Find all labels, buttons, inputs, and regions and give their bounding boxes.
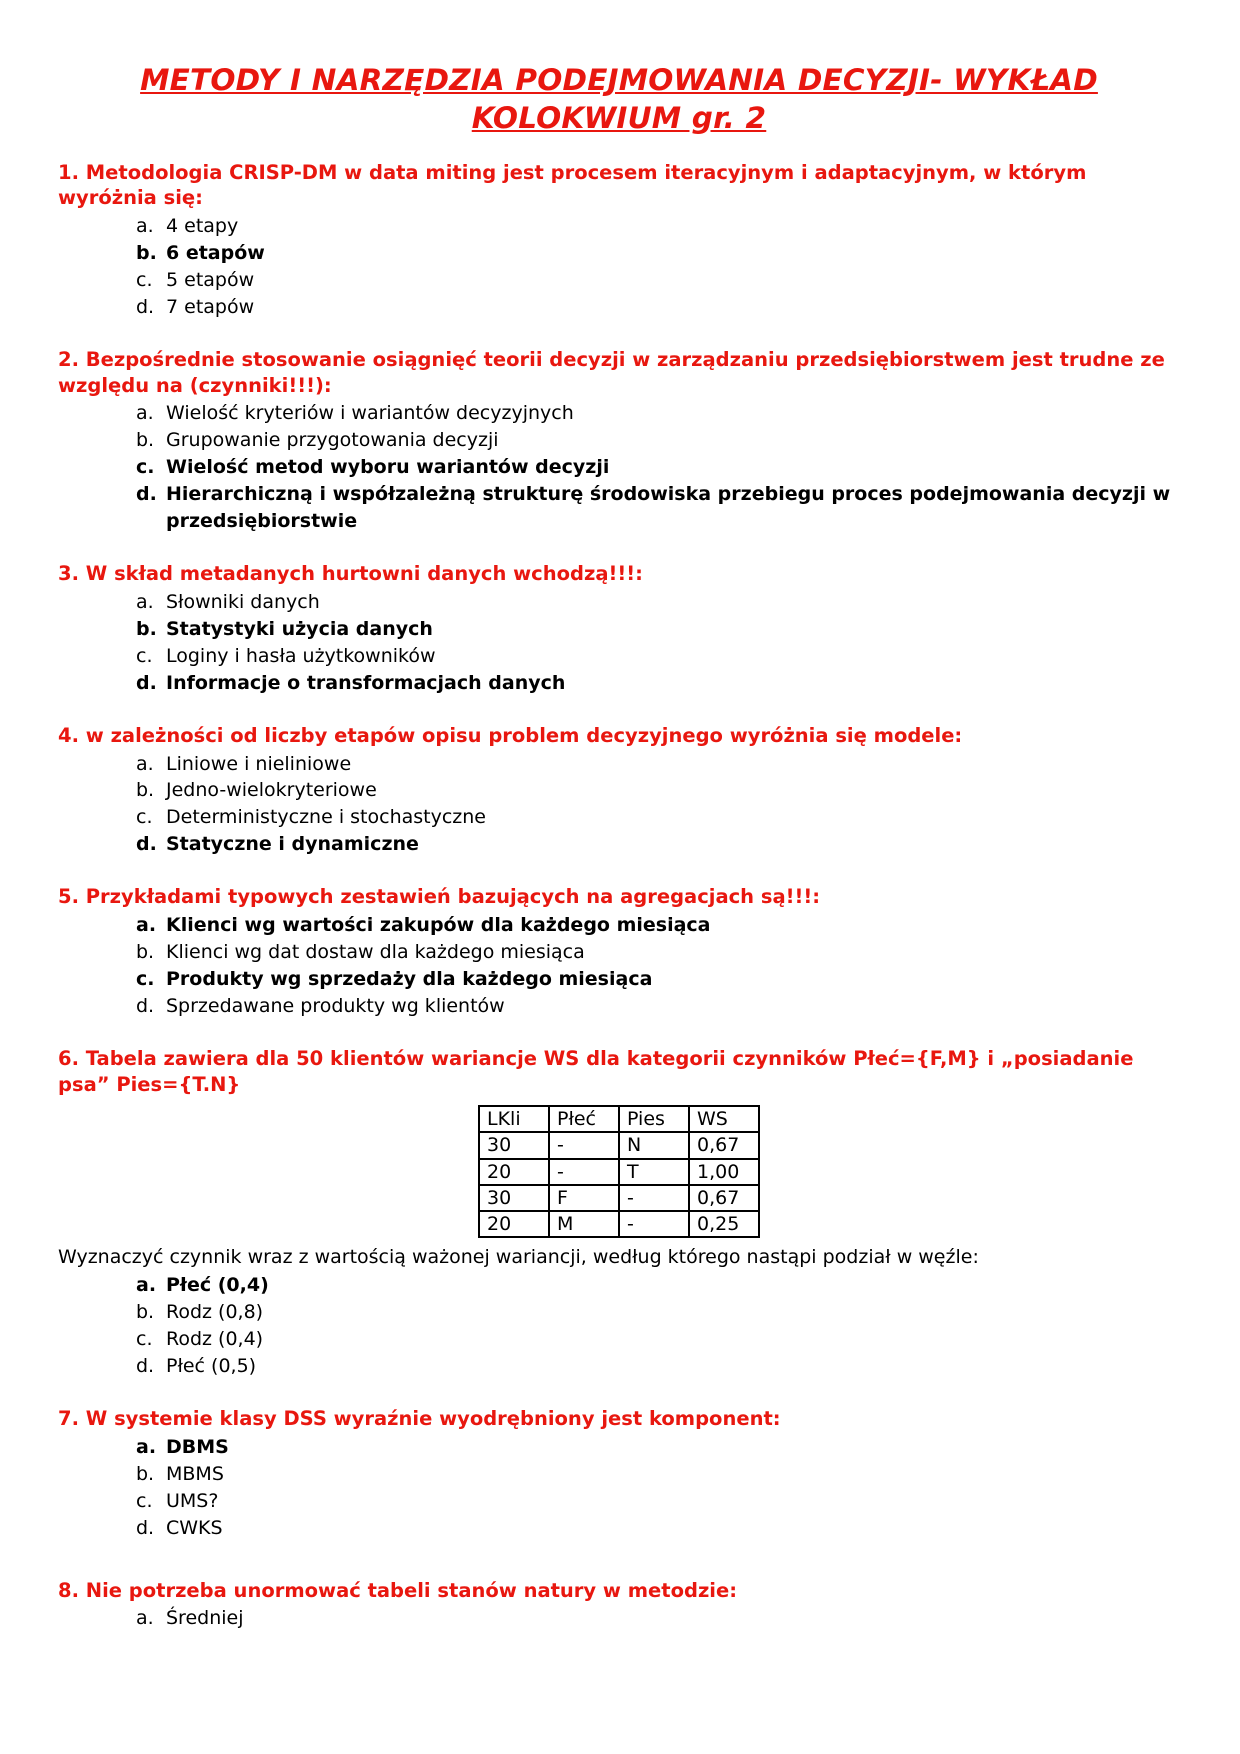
answer-marker: d. — [136, 995, 155, 1018]
table-header-cell: WS — [689, 1106, 759, 1132]
answer-text: Jedno-wielokryteriowe — [166, 779, 377, 802]
question-4-answers — [58, 751, 1180, 859]
question-5-text: 5. Przykładami typowych zestawień bazujących na agregacjach są!!!: — [58, 885, 821, 909]
table-cell: M — [549, 1211, 619, 1237]
answer-option[interactable] — [136, 267, 1180, 294]
question-5 — [58, 884, 1180, 1020]
question-1 — [58, 160, 1180, 321]
table-cell: 1,00 — [689, 1159, 759, 1185]
page-title — [58, 62, 1180, 138]
answer-text: Klienci wg wartości zakupów dla każdego miesiąca — [166, 914, 711, 937]
question-7-answers — [58, 1434, 1180, 1542]
table-row — [479, 1159, 759, 1185]
answer-text: Grupowanie przygotowania decyzji — [166, 429, 499, 452]
question-3 — [58, 561, 1180, 697]
answer-text: Statyczne i dynamiczne — [166, 833, 419, 856]
table-cell: 0,25 — [689, 1211, 759, 1237]
question-3-text: 3. W skład metadanych hurtowni danych wchodzą!!!: — [58, 562, 643, 586]
table-row — [479, 1211, 759, 1237]
answer-option[interactable] — [136, 804, 1180, 831]
answer-option[interactable] — [136, 589, 1180, 616]
table-cell: 20 — [479, 1159, 549, 1185]
answer-text: Rodz (0,4) — [166, 1328, 264, 1351]
table-row — [479, 1132, 759, 1158]
table-cell: F — [549, 1185, 619, 1211]
answer-option[interactable] — [136, 1434, 1180, 1461]
table-header-cell: LKli — [479, 1106, 549, 1132]
answer-text: 4 etapy — [166, 214, 239, 237]
answer-marker: b. — [136, 241, 157, 264]
table-header-row — [479, 1106, 759, 1132]
answer-text: 5 etapów — [166, 268, 255, 291]
question-4-text: 4. w zależności od liczby etapów opisu problem decyzyjnego wyróżnia się modele: — [58, 723, 963, 747]
answer-text: Słowniki danych — [166, 590, 320, 613]
answer-option[interactable] — [136, 831, 1180, 858]
question-8-answers — [58, 1605, 1180, 1632]
answer-marker: a. — [136, 1607, 154, 1630]
question-5-answers — [58, 912, 1180, 1020]
question-3-answers — [58, 589, 1180, 697]
table-cell: - — [619, 1211, 689, 1237]
table-cell: T — [619, 1159, 689, 1185]
answer-option[interactable] — [136, 400, 1180, 427]
answer-text: 7 etapów — [166, 295, 255, 318]
table-cell: N — [619, 1132, 689, 1158]
answer-option[interactable] — [136, 670, 1180, 697]
answer-text: Informacje o transformacjach danych — [166, 671, 566, 694]
question-2-text: 2. Bezpośrednie stosowanie osiągnięć teorii decyzji w zarządzaniu przedsiębiorstwem jest trudne ze względu na (czynniki!!!): — [58, 347, 1165, 397]
answer-marker: d. — [136, 833, 157, 856]
question-1-text: 1. Metodologia CRISP-DM w data miting jest procesem iteracyjnym i adaptacyjnym, w którym wyróżnia się: — [58, 160, 1087, 210]
answer-marker: b. — [136, 429, 155, 452]
answer-option[interactable] — [136, 1605, 1180, 1632]
answer-marker: c. — [136, 456, 155, 479]
answer-marker: a. — [136, 214, 154, 237]
answer-marker: a. — [136, 752, 154, 775]
answer-option[interactable] — [136, 966, 1180, 993]
answer-option[interactable] — [136, 993, 1180, 1020]
answer-marker: c. — [136, 1328, 153, 1351]
answer-text: Produkty wg sprzedaży dla każdego miesiąca — [166, 968, 653, 991]
table-cell: 0,67 — [689, 1132, 759, 1158]
answer-marker: a. — [136, 1435, 157, 1458]
table-header-cell: Pies — [619, 1106, 689, 1132]
answer-text: 6 etapów — [166, 241, 265, 264]
question-1-answers — [58, 213, 1180, 321]
answer-option[interactable] — [136, 1272, 1180, 1299]
answer-marker: a. — [136, 590, 154, 613]
table-cell: - — [549, 1132, 619, 1158]
answer-option[interactable] — [136, 939, 1180, 966]
answer-option[interactable] — [136, 643, 1180, 670]
question-7-text: 7. W systemie klasy DSS wyraźnie wyodrębniony jest komponent: — [58, 1407, 781, 1431]
answer-text: UMS? — [166, 1489, 219, 1512]
section-spacer — [58, 1542, 1180, 1552]
answer-option[interactable] — [136, 1299, 1180, 1326]
answer-text: Loginy i hasła użytkowników — [166, 644, 436, 667]
answer-marker: c. — [136, 968, 155, 991]
answer-marker: b. — [136, 1462, 155, 1485]
answer-text: Średniej — [166, 1607, 244, 1630]
answer-marker: d. — [136, 295, 155, 318]
table-header-cell: Płeć — [549, 1106, 619, 1132]
answer-marker: c. — [136, 1489, 153, 1512]
answer-marker: d. — [136, 1516, 155, 1539]
answer-option[interactable] — [136, 1461, 1180, 1488]
page-title-line-1: METODY I NARZĘDZIA PODEJMOWANIA DECYZJI- WYKŁAD — [140, 63, 1098, 97]
answer-marker: b. — [136, 617, 157, 640]
table-cell: 0,67 — [689, 1185, 759, 1211]
answer-marker: a. — [136, 1274, 157, 1297]
question-6-answers — [58, 1272, 1180, 1380]
answer-marker: b. — [136, 779, 155, 802]
question-6-text: 6. Tabela zawiera dla 50 klientów wariancje WS dla kategorii czynników Płeć={F,M} i „posiadanie psa” Pies={T.N} — [58, 1046, 1134, 1096]
table-row — [479, 1185, 759, 1211]
answer-marker: a. — [136, 914, 157, 937]
answer-marker: a. — [136, 402, 154, 425]
answer-option[interactable] — [136, 1353, 1180, 1380]
question-2 — [58, 347, 1180, 535]
answer-option[interactable] — [136, 1488, 1180, 1515]
answer-text: Deterministyczne i stochastyczne — [166, 806, 486, 829]
question-6-subtext: Wyznaczyć czynnik wraz z wartością ważonej wariancji, według którego nastąpi podział w węźle: — [58, 1245, 979, 1268]
answer-option[interactable] — [136, 481, 1180, 535]
answer-marker: b. — [136, 941, 155, 964]
answer-option[interactable] — [136, 294, 1180, 321]
answer-text: Statystyki użycia danych — [166, 617, 433, 640]
table-cell: - — [549, 1159, 619, 1185]
answer-option[interactable] — [136, 240, 1180, 267]
answer-option[interactable] — [136, 912, 1180, 939]
answer-text: Sprzedawane produkty wg klientów — [166, 995, 505, 1018]
table-cell: - — [619, 1185, 689, 1211]
answer-marker: b. — [136, 1301, 155, 1324]
answer-marker: c. — [136, 806, 153, 829]
table-cell: 30 — [479, 1185, 549, 1211]
answer-text: Płeć (0,5) — [166, 1355, 257, 1378]
answer-option[interactable] — [136, 454, 1180, 481]
question-7 — [58, 1406, 1180, 1542]
variance-table — [478, 1105, 760, 1237]
question-8-text: 8. Nie potrzeba unormować tabeli stanów natury w metodzie: — [58, 1578, 738, 1602]
table-cell: 20 — [479, 1211, 549, 1237]
answer-text: Hierarchiczną i współzależną strukturę środowiska przebiegu proces podejmowania decyzji w przedsiębiorstwie — [166, 483, 1171, 533]
answer-option[interactable] — [136, 1326, 1180, 1353]
question-8 — [58, 1578, 1180, 1633]
answer-option[interactable] — [136, 427, 1180, 454]
answer-marker: c. — [136, 268, 153, 291]
answer-marker: d. — [136, 1355, 155, 1378]
answer-option[interactable] — [136, 777, 1180, 804]
answer-text: Płeć (0,4) — [166, 1274, 269, 1297]
answer-text: CWKS — [166, 1516, 223, 1539]
answer-text: Liniowe i nieliniowe — [166, 752, 352, 775]
answer-text: Klienci wg dat dostaw dla każdego miesiąca — [166, 941, 585, 964]
answer-text: Wielość kryteriów i wariantów decyzyjnych — [166, 402, 574, 425]
answer-text: Rodz (0,8) — [166, 1301, 264, 1324]
answer-option[interactable] — [136, 213, 1180, 240]
answer-option[interactable] — [136, 751, 1180, 778]
question-6 — [58, 1046, 1180, 1380]
answer-text: MBMS — [166, 1462, 224, 1485]
table-cell: 30 — [479, 1132, 549, 1158]
answer-text: Wielość metod wyboru wariantów decyzji — [166, 456, 610, 479]
answer-option[interactable] — [136, 616, 1180, 643]
answer-option[interactable] — [136, 1515, 1180, 1542]
question-2-answers — [58, 400, 1180, 535]
answer-marker: c. — [136, 644, 153, 667]
answer-marker: d. — [136, 483, 157, 506]
page-title-line-2: KOLOKWIUM gr. 2 — [471, 100, 767, 135]
question-4 — [58, 723, 1180, 859]
answer-marker: d. — [136, 671, 157, 694]
answer-text: DBMS — [166, 1435, 229, 1458]
